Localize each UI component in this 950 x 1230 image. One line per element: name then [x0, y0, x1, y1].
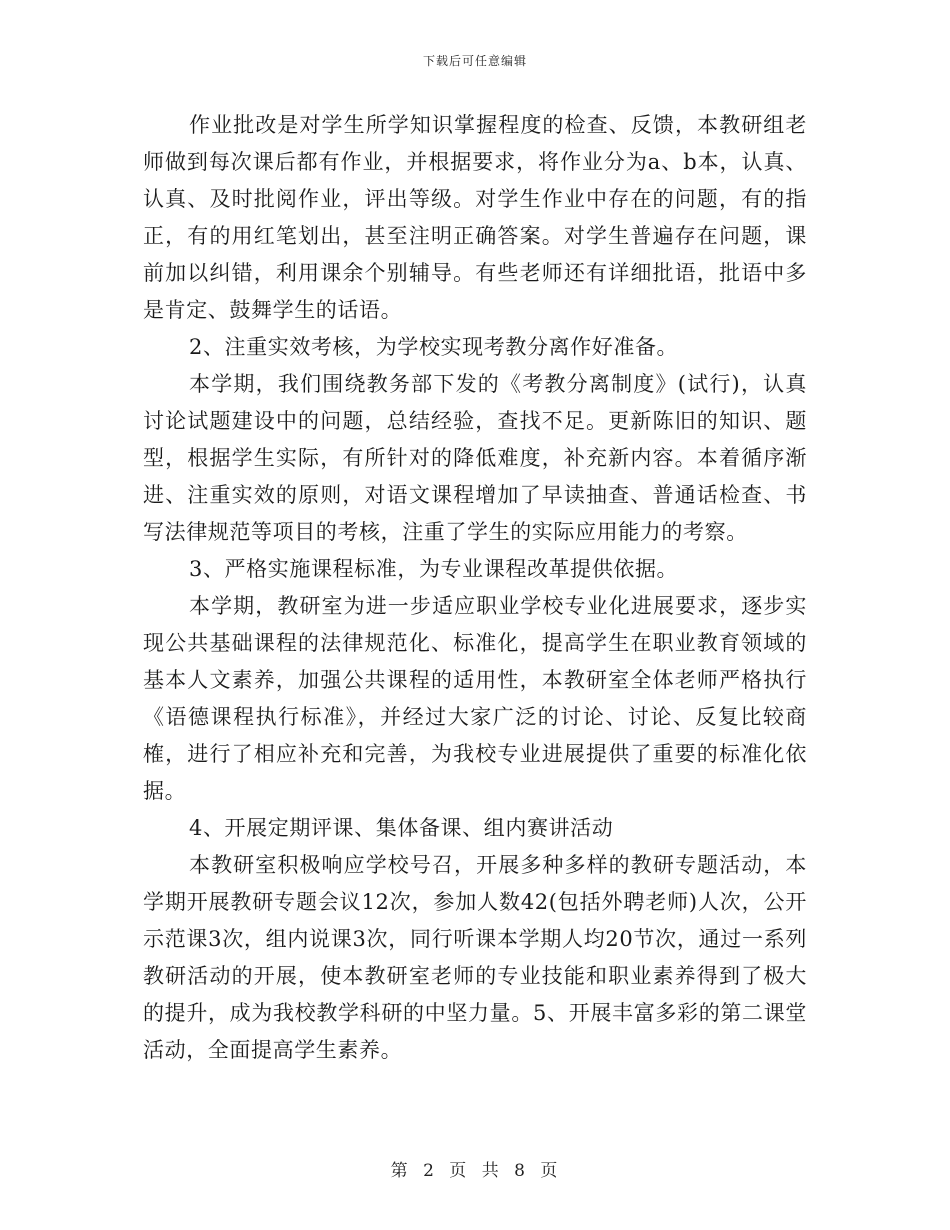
section-heading-lesson-activities: 4、开展定期评课、集体备课、组内赛讲活动 — [189, 816, 614, 840]
section-heading-assessment: 2、注重实效考核，为学校实现考教分离作好准备。 — [189, 335, 679, 359]
paragraph-lesson-activities: 本教研室积极响应学校号召，开展多种多样的教研专题活动，本学期开展教研专题会议12次，参加人数42(包括外聘老师)人次，公开示范课3次，组内说课3次，同行听课本学期人均20节次，通过一系列教研活动的开展，使本教研室老师的专业技能和职业素养得到了极大的提升，成为我校教学科研的中坚力量。5、开展丰富多彩的第二课堂活动，全面提高学生素养。 — [143, 853, 807, 1062]
document-body — [143, 107, 807, 1069]
page-header: 下载后可任意编辑 — [422, 54, 527, 68]
page-footer: 第 2 页 共 8 页 — [390, 1161, 560, 1181]
paragraph-homework-grading: 作业批改是对学生所学知识掌握程度的检查、反馈，本教研组老师做到每次课后都有作业，并根据要求，将作业分为a、b本，认真、认真、及时批阅作业，评出等级。对学生作业中存在的问题，有的指正，有的用红笔划出，甚至注明正确答案。对学生普遍存在问题，课前加以纠错，利用课余个别辅导。有些老师还有详细批语，批语中多是肯定、鼓舞学生的话语。 — [143, 113, 807, 322]
section-heading-curriculum-standards: 3、严格实施课程标准，为专业课程改革提供依据。 — [189, 557, 679, 581]
paragraph-curriculum-standards: 本学期，教研室为进一步适应职业学校专业化进展要求，逐步实现公共基础课程的法律规范化、标准化，提高学生在职业教育领域的基本人文素养，加强公共课程的适用性，本教研室全体老师严格执行《语德课程执行标准》，并经过大家广泛的讨论、讨论、反复比较商榷，进行了相应补充和完善，为我校专业进展提供了重要的标准化依据。 — [143, 594, 807, 803]
paragraph-assessment: 本学期，我们围绕教务部下发的《考教分离制度》(试行)，认真讨论试题建设中的问题，总结经验，查找不足。更新陈旧的知识、题型，根据学生实际，有所针对的降低难度，补充新内容。本着循序渐进、注重实效的原则，对语文课程增加了早读抽查、普通话检查、书写法律规范等项目的考核，注重了学生的实际应用能力的考察。 — [143, 372, 807, 544]
